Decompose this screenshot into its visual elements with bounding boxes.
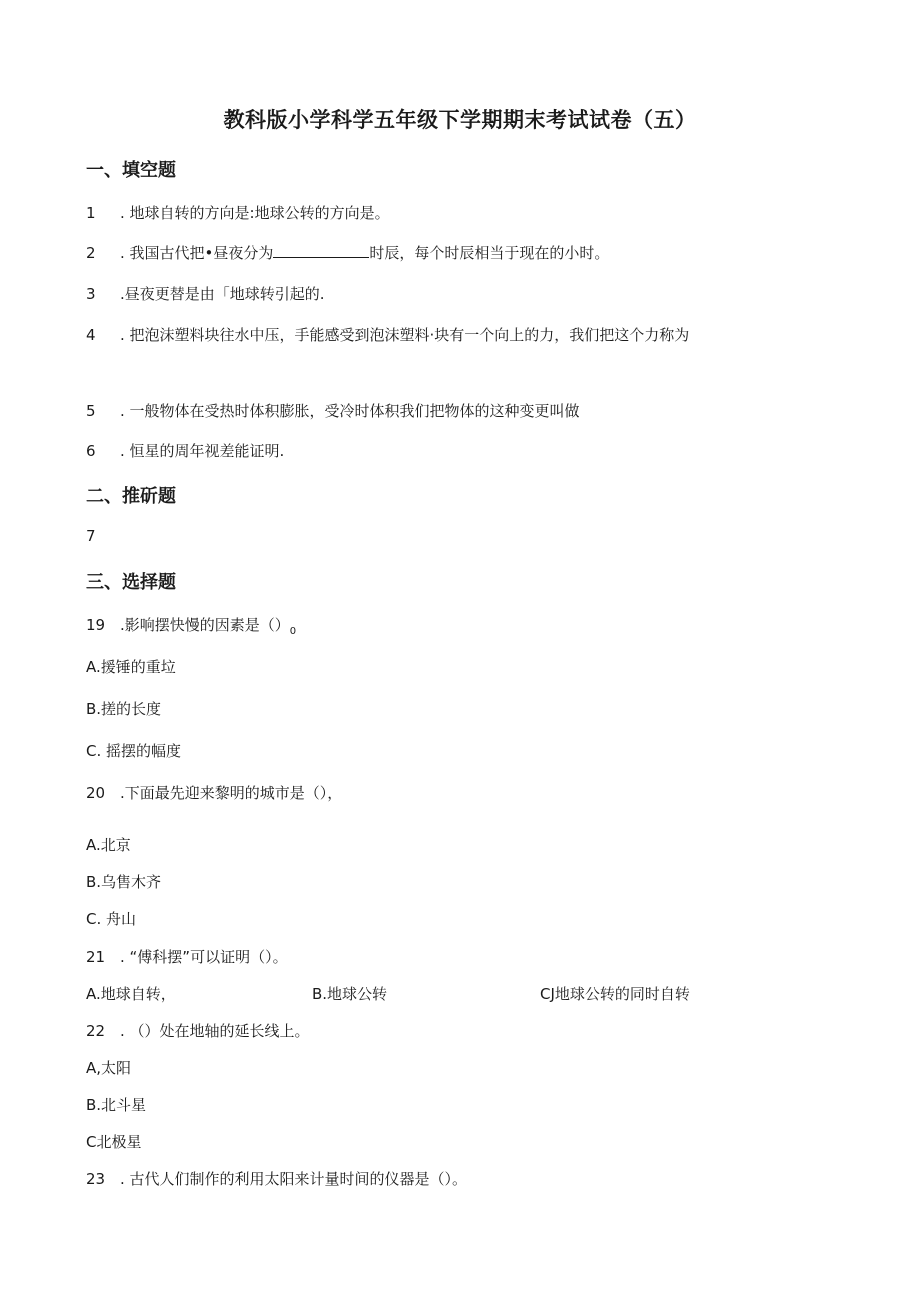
question-text: 时辰，每个时辰相当于现在的小时。 xyxy=(369,244,610,262)
option-21-a: A.地球自转， xyxy=(86,985,176,1003)
section-fill-heading: 一、填空题 xyxy=(86,160,176,181)
question-1 xyxy=(86,202,390,223)
question-21 xyxy=(86,946,288,967)
question-text: . 地球自转的方向是:地球公转的方向是。 xyxy=(120,204,390,222)
question-6 xyxy=(86,440,284,461)
question-number: 3 xyxy=(86,285,96,303)
option-22-c: C北极星 xyxy=(86,1133,142,1151)
option-20-b: B.乌售木齐 xyxy=(86,873,162,891)
question-3 xyxy=(86,283,325,304)
question-number: 1 xyxy=(86,204,96,222)
question-19 xyxy=(86,614,296,637)
question-text: . 一般物体在受热时体积膨胀，受冷时体积我们把物体的这种变更叫做 xyxy=(120,402,580,420)
section-infer-heading: 二、推斫题 xyxy=(86,486,176,507)
question-number: 4 xyxy=(86,326,96,344)
option-20-c: C. 舟山 xyxy=(86,910,137,928)
option-21-b: B.地球公转 xyxy=(312,985,388,1003)
question-5 xyxy=(86,400,580,421)
question-text: .影响摆快慢的因素是（） xyxy=(120,616,290,634)
question-number: 7 xyxy=(86,527,96,545)
question-number: 6 xyxy=(86,442,96,460)
option-19-c: C. 摇摆的幅度 xyxy=(86,742,182,760)
question-number: 20 xyxy=(86,784,106,802)
question-suffix: 0 xyxy=(289,626,297,637)
question-number: 5 xyxy=(86,402,96,420)
option-21-c: CJ地球公转的同时自转 xyxy=(540,985,690,1003)
option-22-b: B.北斗星 xyxy=(86,1096,147,1114)
question-text: . 恒星的周年视差能证明. xyxy=(120,442,285,460)
question-text: . （）处在地轴的延长线上。 xyxy=(120,1022,310,1040)
question-text: . “傅科摆”可以证明（）。 xyxy=(120,948,288,966)
question-number: 19 xyxy=(86,616,106,634)
section-choice-heading: 三、选择题 xyxy=(86,572,176,593)
question-20 xyxy=(86,782,342,803)
option-19-b: B.搓的长度 xyxy=(86,700,162,718)
question-number: 22 xyxy=(86,1022,106,1040)
question-number: 23 xyxy=(86,1170,106,1188)
option-22-a: A,太阳 xyxy=(86,1059,132,1077)
answer-blank[interactable] xyxy=(273,245,369,258)
question-2 xyxy=(86,242,609,263)
question-text: .昼夜更替是由「地球转引起的. xyxy=(120,285,325,303)
question-7 xyxy=(86,527,96,545)
question-23 xyxy=(86,1168,467,1189)
page-title: 教科版小学科学五年级下学期期末考试试卷（五） xyxy=(223,108,697,132)
question-text: . 我国古代把•昼夜分为 xyxy=(120,244,274,262)
question-22 xyxy=(86,1020,310,1041)
question-number: 2 xyxy=(86,244,96,262)
question-text: . 把泡沫塑料块往水中压，手能感受到泡沫塑料·块有一个向上的力，我们把这个力称为 xyxy=(120,326,690,344)
question-text: .下面最先迎来黎明的城市是（）， xyxy=(120,784,343,802)
question-number: 21 xyxy=(86,948,106,966)
option-19-a: A.援锤的重垃 xyxy=(86,658,176,676)
option-20-a: A.北京 xyxy=(86,836,131,854)
question-text: . 古代人们制作的利用太阳来计量时间的仪器是（）。 xyxy=(120,1170,468,1188)
question-4 xyxy=(86,324,689,345)
